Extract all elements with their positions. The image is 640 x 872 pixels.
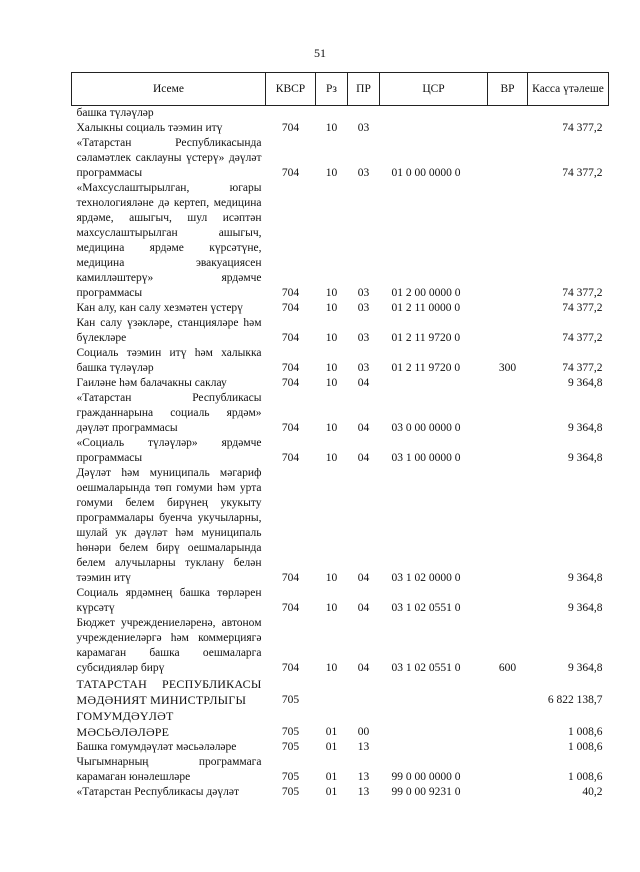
cell-pr: 00 (357, 726, 370, 738)
table-row (72, 616, 609, 676)
cell-vr (488, 785, 528, 800)
table-row (72, 586, 609, 616)
cell-kvsr (266, 106, 316, 122)
table-row (72, 136, 609, 181)
cell-pr: 04 (357, 422, 370, 434)
cell-vr (488, 106, 528, 122)
cell-kvsr: 704 (281, 572, 300, 584)
table-row (72, 316, 609, 346)
cell-pr: 04 (357, 602, 370, 614)
cell-vr (488, 136, 528, 181)
header-vr: ВР (488, 73, 528, 106)
header-pr: ПР (348, 73, 380, 106)
cell-name: «Татарстан Республикасында сәламәтлек саклауны үстерү» дәүләт программасы (76, 137, 262, 179)
table-row (72, 391, 609, 436)
cell-rz: 10 (325, 362, 338, 374)
cell-vr: 300 (498, 362, 517, 374)
header-sum: Касса үтәлеше (528, 73, 609, 106)
cell-name: Социаль ярдәмнең башка төрләрен күрсәтү (76, 587, 262, 614)
cell-sum: 9 364,8 (568, 452, 603, 464)
cell-kvsr: 705 (281, 771, 300, 783)
cell-sum: 1 008,6 (568, 741, 603, 753)
cell-vr (488, 466, 528, 586)
table-row (72, 740, 609, 755)
cell-kvsr: 705 (281, 741, 300, 753)
cell-pr: 04 (357, 452, 370, 464)
cell-name: Чыгымнарның программага карамаган юнәлешләре (76, 756, 262, 783)
cell-sum: 9 364,8 (568, 662, 603, 674)
cell-kvsr: 704 (281, 452, 300, 464)
cell-kvsr: 704 (281, 287, 300, 299)
cell-vr (488, 181, 528, 301)
header-name: Исеме (72, 73, 266, 106)
cell-rz: 10 (325, 167, 338, 179)
cell-sum: 74 377,2 (562, 167, 603, 179)
cell-csr: 03 1 02 0000 0 (391, 572, 461, 584)
cell-rz: 01 (325, 726, 338, 738)
cell-vr (488, 316, 528, 346)
cell-sum: 1 008,6 (568, 771, 603, 783)
cell-vr (488, 436, 528, 466)
cell-vr (488, 376, 528, 391)
cell-csr: 01 2 00 0000 0 (391, 287, 461, 299)
cell-kvsr: 704 (281, 422, 300, 434)
cell-csr: 03 1 02 0551 0 (391, 662, 461, 674)
cell-vr (488, 391, 528, 436)
cell-sum: 74 377,2 (562, 332, 603, 344)
cell-name: «Социаль түләүләр» ярдәмче программасы (76, 437, 262, 464)
cell-pr: 13 (357, 741, 370, 753)
cell-name: Бюджет учреждениеләренә, автоном учреждениеләргә һәм коммерциягә карамаган башка оешмаларга субсидияләр бирү (76, 617, 262, 674)
cell-csr: 01 2 11 0000 0 (391, 302, 461, 314)
cell-vr (488, 586, 528, 616)
budget-table (71, 72, 609, 800)
cell-vr (488, 676, 528, 708)
cell-pr: 03 (357, 332, 370, 344)
cell-vr (488, 708, 528, 740)
cell-csr (380, 106, 488, 122)
cell-rz: 10 (325, 287, 338, 299)
cell-sum: 9 364,8 (568, 602, 603, 614)
page-number: 51 (314, 46, 326, 60)
cell-csr (380, 121, 488, 136)
cell-csr (380, 740, 488, 755)
table-body (72, 106, 609, 801)
cell-rz: 01 (325, 786, 338, 798)
cell-pr: 03 (357, 167, 370, 179)
table-row (72, 121, 609, 136)
cell-pr (348, 106, 380, 122)
cell-name: Башка гомумдәүләт мәсьәләләре (76, 741, 237, 753)
cell-csr (380, 708, 488, 740)
cell-name: ТАТАРСТАН РЕСПУБЛИКАСЫ МӘДӘНИЯТ МИНИСТРЛЫГЫ (76, 677, 262, 707)
cell-rz: 10 (325, 377, 338, 389)
cell-kvsr: 704 (281, 362, 300, 374)
cell-rz: 10 (325, 332, 338, 344)
cell-name: башка түләүләр (76, 107, 154, 119)
table-row (72, 346, 609, 376)
cell-rz (316, 676, 348, 708)
cell-rz: 10 (325, 452, 338, 464)
cell-pr: 04 (357, 662, 370, 674)
cell-kvsr: 705 (281, 786, 300, 798)
table-row (72, 708, 609, 740)
cell-csr: 01 0 00 0000 0 (391, 167, 461, 179)
cell-name: «Татарстан Республикасы гражданнарына социаль ярдәм» дәүләт программасы (76, 392, 262, 434)
cell-sum: 6 822 138,7 (547, 694, 603, 706)
cell-vr: 600 (498, 662, 517, 674)
cell-pr (348, 676, 380, 708)
cell-pr: 03 (357, 302, 370, 314)
cell-pr: 03 (357, 122, 370, 134)
cell-sum: 1 008,6 (568, 726, 603, 738)
cell-rz: 10 (325, 422, 338, 434)
cell-vr (488, 121, 528, 136)
cell-kvsr: 704 (281, 302, 300, 314)
cell-name: Кан салу үзәкләре, станцияләре һәм бүлекләре (76, 317, 262, 344)
cell-pr: 13 (357, 786, 370, 798)
cell-name: «Татарстан Республикасы дәүләт (76, 786, 239, 798)
cell-rz: 10 (325, 122, 338, 134)
cell-name: Кан алу, кан салу хезмәтен үстерү (76, 302, 243, 314)
cell-kvsr: 704 (281, 377, 300, 389)
header-rz: Рз (316, 73, 348, 106)
cell-sum: 74 377,2 (562, 287, 603, 299)
cell-sum: 9 364,8 (568, 422, 603, 434)
cell-name: Гаиләне һәм балачакны саклау (76, 377, 227, 389)
table-row (72, 181, 609, 301)
cell-csr: 03 1 02 0551 0 (391, 602, 461, 614)
cell-sum: 9 364,8 (568, 377, 603, 389)
cell-pr: 13 (357, 771, 370, 783)
cell-csr: 01 2 11 9720 0 (391, 362, 461, 374)
cell-kvsr: 704 (281, 122, 300, 134)
cell-csr: 01 2 11 9720 0 (391, 332, 461, 344)
cell-csr: 99 0 00 0000 0 (391, 771, 461, 783)
cell-sum: 40,2 (582, 786, 603, 798)
cell-pr: 04 (357, 377, 370, 389)
cell-rz: 10 (325, 662, 338, 674)
cell-name: Социаль тәэмин итү һәм халыкка башка түләүләр (76, 347, 262, 374)
cell-rz (316, 106, 348, 122)
cell-rz: 10 (325, 302, 338, 314)
table-row (72, 301, 609, 316)
cell-csr (380, 376, 488, 391)
cell-csr: 03 1 00 0000 0 (391, 452, 461, 464)
table-row (72, 436, 609, 466)
header-csr: ЦСР (380, 73, 488, 106)
cell-kvsr: 704 (281, 602, 300, 614)
cell-vr (488, 301, 528, 316)
cell-sum: 74 377,2 (562, 302, 603, 314)
cell-kvsr: 705 (281, 694, 300, 706)
cell-name: Дәүләт һәм муниципаль мәгариф оешмаларында төп гомуми һәм урта гомуми белем бирүнең укукыту программалары буенча укучыларны, шулай ук дәүләт һәм муниципаль һөнәри белем бирү оешмаларында белем алучыларны туклану белән тәэмин итү (76, 467, 262, 584)
cell-kvsr: 704 (281, 167, 300, 179)
cell-sum (528, 106, 609, 122)
cell-rz: 10 (325, 572, 338, 584)
table-row (72, 755, 609, 785)
cell-csr: 99 0 00 9231 0 (391, 786, 461, 798)
cell-sum: 9 364,8 (568, 572, 603, 584)
table-row (72, 376, 609, 391)
cell-rz: 01 (325, 741, 338, 753)
header-kvsr: КВСР (266, 73, 316, 106)
cell-vr (488, 755, 528, 785)
cell-sum: 74 377,2 (562, 122, 603, 134)
table-row (72, 106, 609, 122)
cell-rz: 01 (325, 771, 338, 783)
cell-kvsr: 704 (281, 662, 300, 674)
cell-pr: 03 (357, 362, 370, 374)
table-header-row (72, 73, 609, 106)
table-row (72, 466, 609, 586)
cell-name: Халыкны социаль тәэмин итү (76, 122, 223, 134)
cell-pr: 04 (357, 572, 370, 584)
cell-name: «Махсуслаштырылган, югары технологияләне дә кертеп, медицина ярдәме, ашыгыч, шул исәптән махсуслаштырылган ашыгыч, медицина ярдәме күрсәтүне, медицина эвакуациясен камилләштерү» ярдәмче программасы (76, 182, 262, 299)
table-row (72, 676, 609, 708)
cell-csr (380, 676, 488, 708)
table-row (72, 785, 609, 800)
cell-sum: 74 377,2 (562, 362, 603, 374)
cell-rz: 10 (325, 602, 338, 614)
cell-vr (488, 740, 528, 755)
cell-csr: 03 0 00 0000 0 (391, 422, 461, 434)
cell-kvsr: 704 (281, 332, 300, 344)
cell-name: ГОМУМДӘҮЛӘТ МӘСЬӘЛӘЛӘРЕ (76, 709, 174, 739)
cell-kvsr: 705 (281, 726, 300, 738)
cell-pr: 03 (357, 287, 370, 299)
